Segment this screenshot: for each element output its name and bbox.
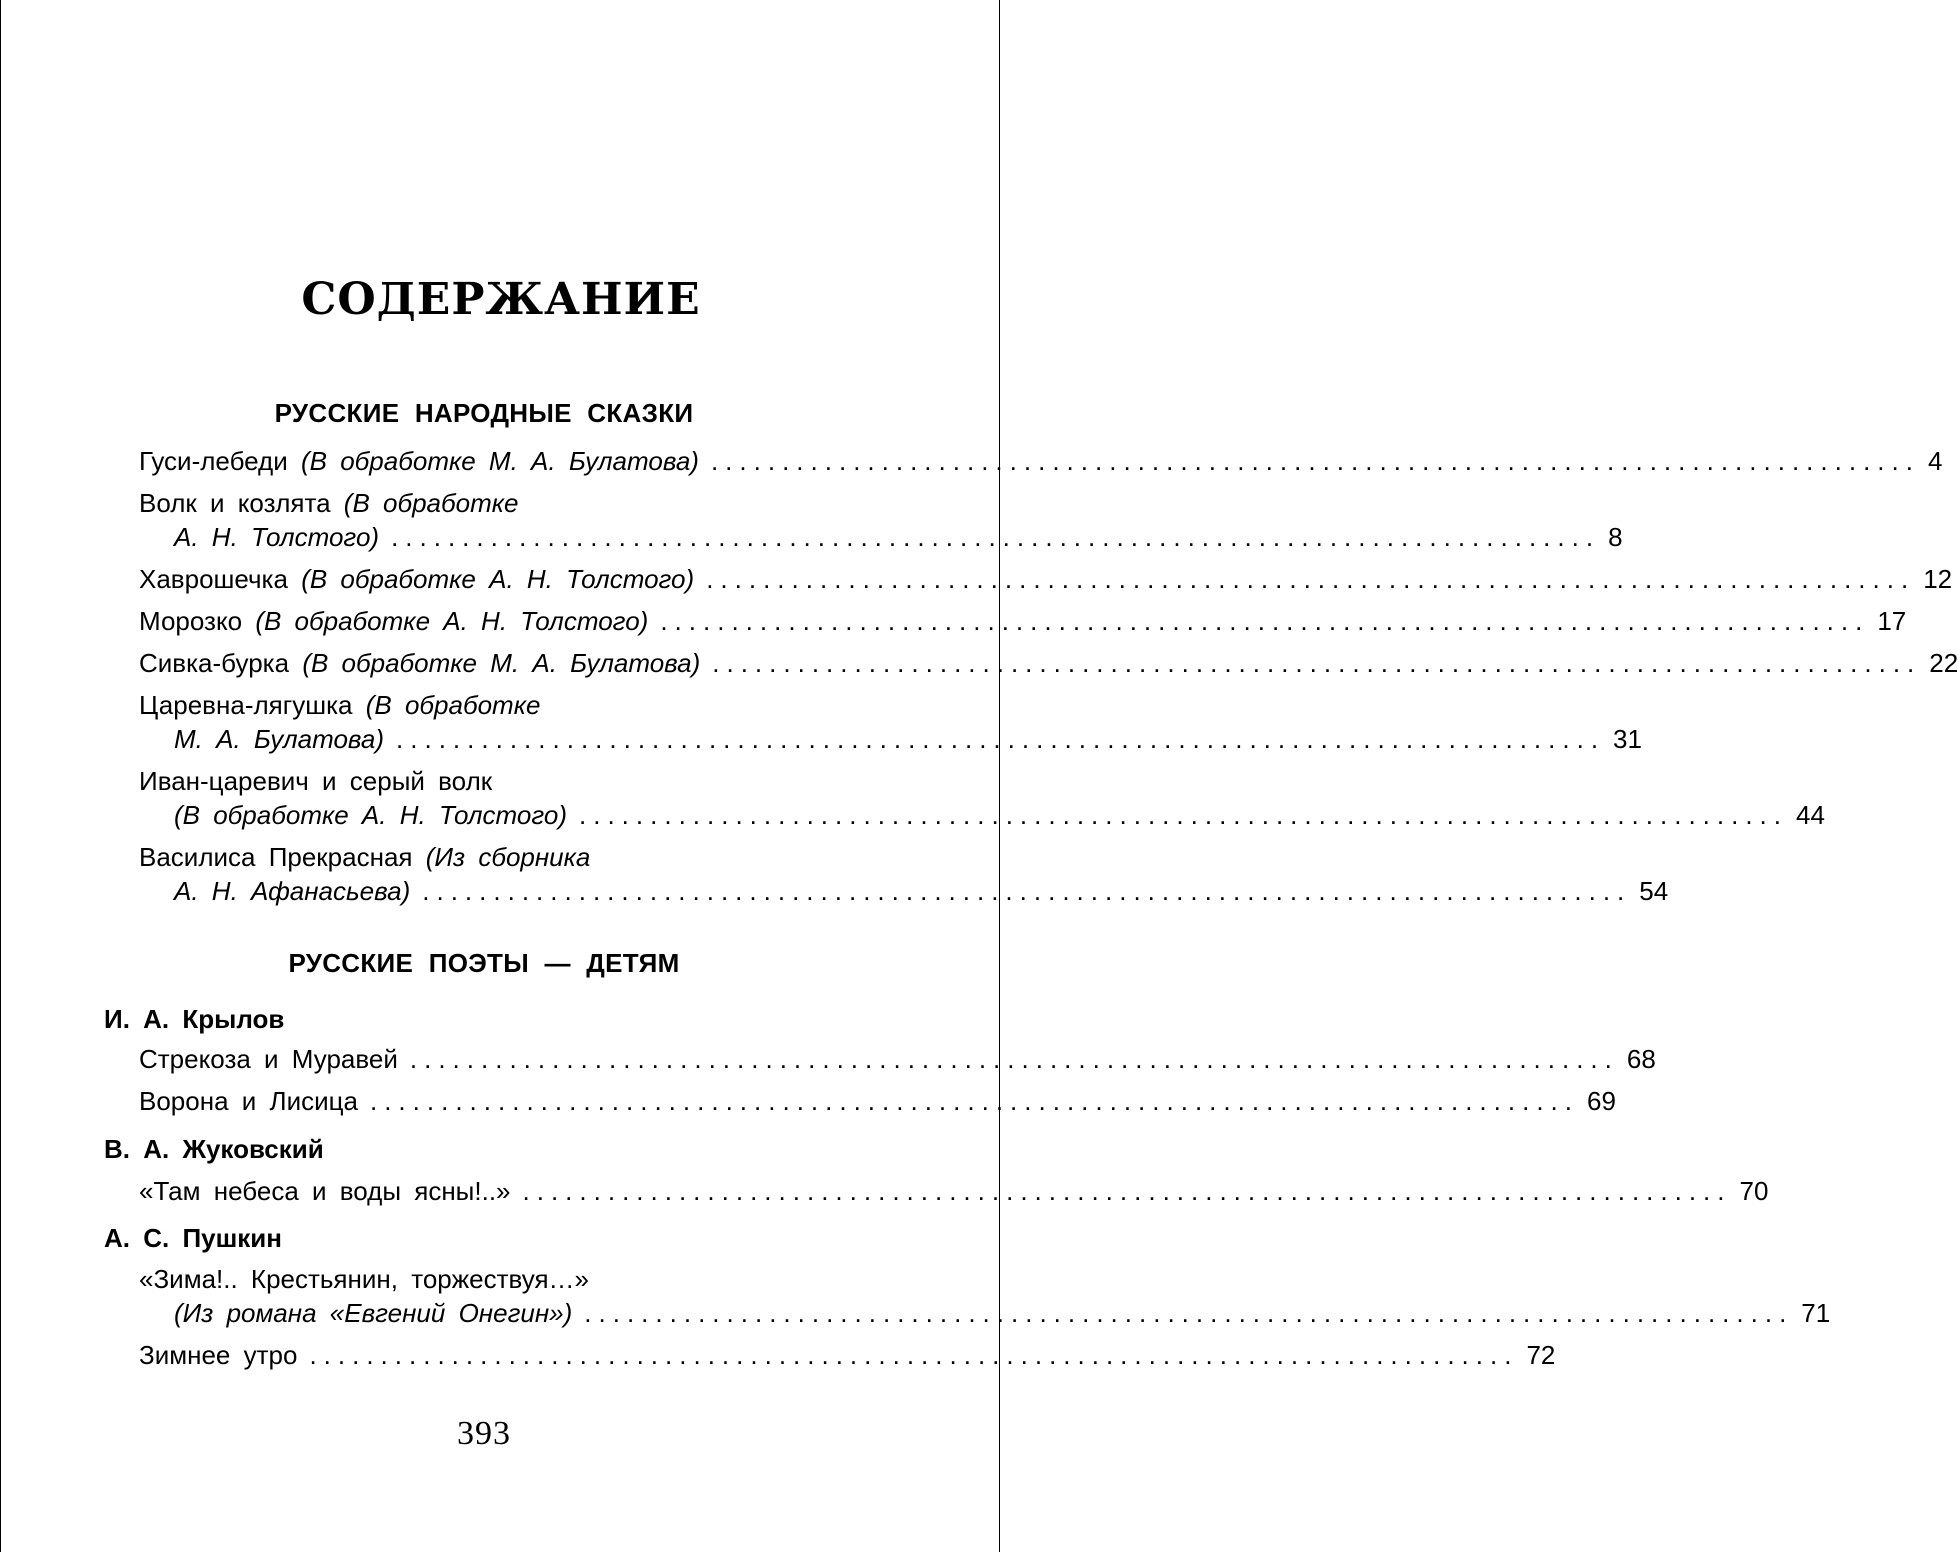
author-name: В. А. Жуковский bbox=[104, 1134, 324, 1164]
entry-page: 17 bbox=[1877, 606, 1907, 636]
entry-title: Василиса Прекрасная bbox=[139, 842, 413, 872]
entry-page: 70 bbox=[1739, 1176, 1769, 1206]
entry-title: «Зима!.. Крестьянин, торжествуя…» bbox=[139, 1264, 589, 1294]
entry-note: М. А. Булатова) bbox=[174, 724, 385, 754]
leader-dots: ..................................................................................... bbox=[309, 1340, 1519, 1370]
leader-dots: ..................................................................................... bbox=[522, 1176, 1732, 1206]
entry-title: Иван-царевич и серый волк bbox=[139, 766, 493, 796]
leader-dots: ..................................................................................... bbox=[391, 522, 1601, 552]
entry-title: Зимнее утро bbox=[139, 1340, 298, 1370]
toc-entry[interactable] bbox=[139, 690, 1642, 760]
leader-dots: ..................................................................................... bbox=[706, 564, 1916, 594]
toc-entry[interactable] bbox=[139, 1340, 1556, 1376]
toc-entry[interactable] bbox=[139, 564, 1953, 600]
entry-title: Морозко bbox=[139, 606, 243, 636]
entry-page: 4 bbox=[1927, 446, 1943, 476]
entry-page: 31 bbox=[1613, 724, 1642, 754]
entry-page: 22 bbox=[1929, 648, 1958, 678]
leader-dots: ..................................................................................... bbox=[584, 1298, 1794, 1328]
leader-dots: ..................................................................................... bbox=[710, 446, 1920, 476]
entry-note: (В обработке М. А. Булатова) bbox=[301, 446, 699, 476]
toc-entry[interactable] bbox=[139, 1086, 1616, 1122]
entry-note: (В обработке bbox=[343, 488, 519, 518]
toc-entry[interactable] bbox=[139, 1176, 1769, 1212]
toc-entry[interactable] bbox=[139, 1044, 1656, 1080]
leader-dots: ..................................................................................... bbox=[712, 648, 1922, 678]
entry-page: 54 bbox=[1639, 876, 1669, 906]
toc-entry[interactable] bbox=[139, 446, 1943, 482]
entry-page: 44 bbox=[1796, 800, 1825, 830]
entry-page: 12 bbox=[1923, 564, 1953, 594]
leader-dots: ..................................................................................... bbox=[660, 606, 1870, 636]
entry-title: «Там небеса и воды ясны!..» bbox=[139, 1176, 511, 1206]
entry-title: Волк и козлята bbox=[139, 488, 331, 518]
entry-note: А. Н. Толстого) bbox=[174, 522, 380, 552]
entry-page: 72 bbox=[1526, 1340, 1556, 1370]
entry-title: Стрекоза и Муравей bbox=[139, 1044, 398, 1074]
entry-note: (В обработке А. Н. Толстого) bbox=[174, 800, 567, 830]
leader-dots: ..................................................................................... bbox=[409, 1044, 1619, 1074]
entry-note: (В обработке М. А. Булатова) bbox=[302, 648, 701, 678]
entry-page: 71 bbox=[1801, 1298, 1831, 1328]
leader-dots: ..................................................................................... bbox=[369, 1086, 1579, 1116]
leader-dots: ..................................................................................... bbox=[396, 724, 1606, 754]
author-name: И. А. Крылов bbox=[104, 1004, 285, 1034]
page-number: 393 bbox=[457, 1415, 511, 1452]
toc-entry[interactable] bbox=[139, 1264, 1831, 1334]
author-name: А. С. Пушкин bbox=[104, 1223, 282, 1253]
entry-title: Ворона и Лисица bbox=[139, 1086, 358, 1116]
toc-entry[interactable] bbox=[139, 606, 1907, 642]
entry-page: 69 bbox=[1587, 1086, 1616, 1116]
entry-note: (В обработке bbox=[365, 690, 541, 720]
leader-dots: ..................................................................................... bbox=[579, 800, 1789, 830]
entry-note: (В обработке А. Н. Толстого) bbox=[255, 606, 649, 636]
toc-entry[interactable] bbox=[139, 842, 1669, 912]
entry-note: (В обработке А. Н. Толстого) bbox=[301, 564, 695, 594]
section-heading-poets: РУССКИЕ ПОЭТЫ — ДЕТЯМ bbox=[288, 948, 680, 978]
entry-title: Сивка-бурка bbox=[139, 648, 290, 678]
page-title: СОДЕРЖАНИЕ bbox=[301, 274, 701, 325]
entry-note: (Из сборника bbox=[425, 842, 591, 872]
entry-title: Царевна-лягушка bbox=[139, 690, 353, 720]
entry-note: А. Н. Афанасьева) bbox=[174, 876, 411, 906]
section-heading-folk-tales: РУССКИЕ НАРОДНЫЕ СКАЗКИ bbox=[274, 398, 694, 428]
toc-entry[interactable] bbox=[139, 648, 1958, 684]
toc-entry[interactable] bbox=[139, 766, 1825, 836]
entry-title: Гуси-лебеди bbox=[139, 446, 288, 476]
leader-dots: ..................................................................................... bbox=[422, 876, 1632, 906]
entry-page: 8 bbox=[1608, 522, 1623, 552]
entry-page: 68 bbox=[1626, 1044, 1656, 1074]
toc-entry[interactable] bbox=[139, 488, 1623, 558]
entry-note: (Из романа «Евгений Онегин») bbox=[174, 1298, 573, 1328]
entry-title: Хаврошечка bbox=[139, 564, 288, 594]
